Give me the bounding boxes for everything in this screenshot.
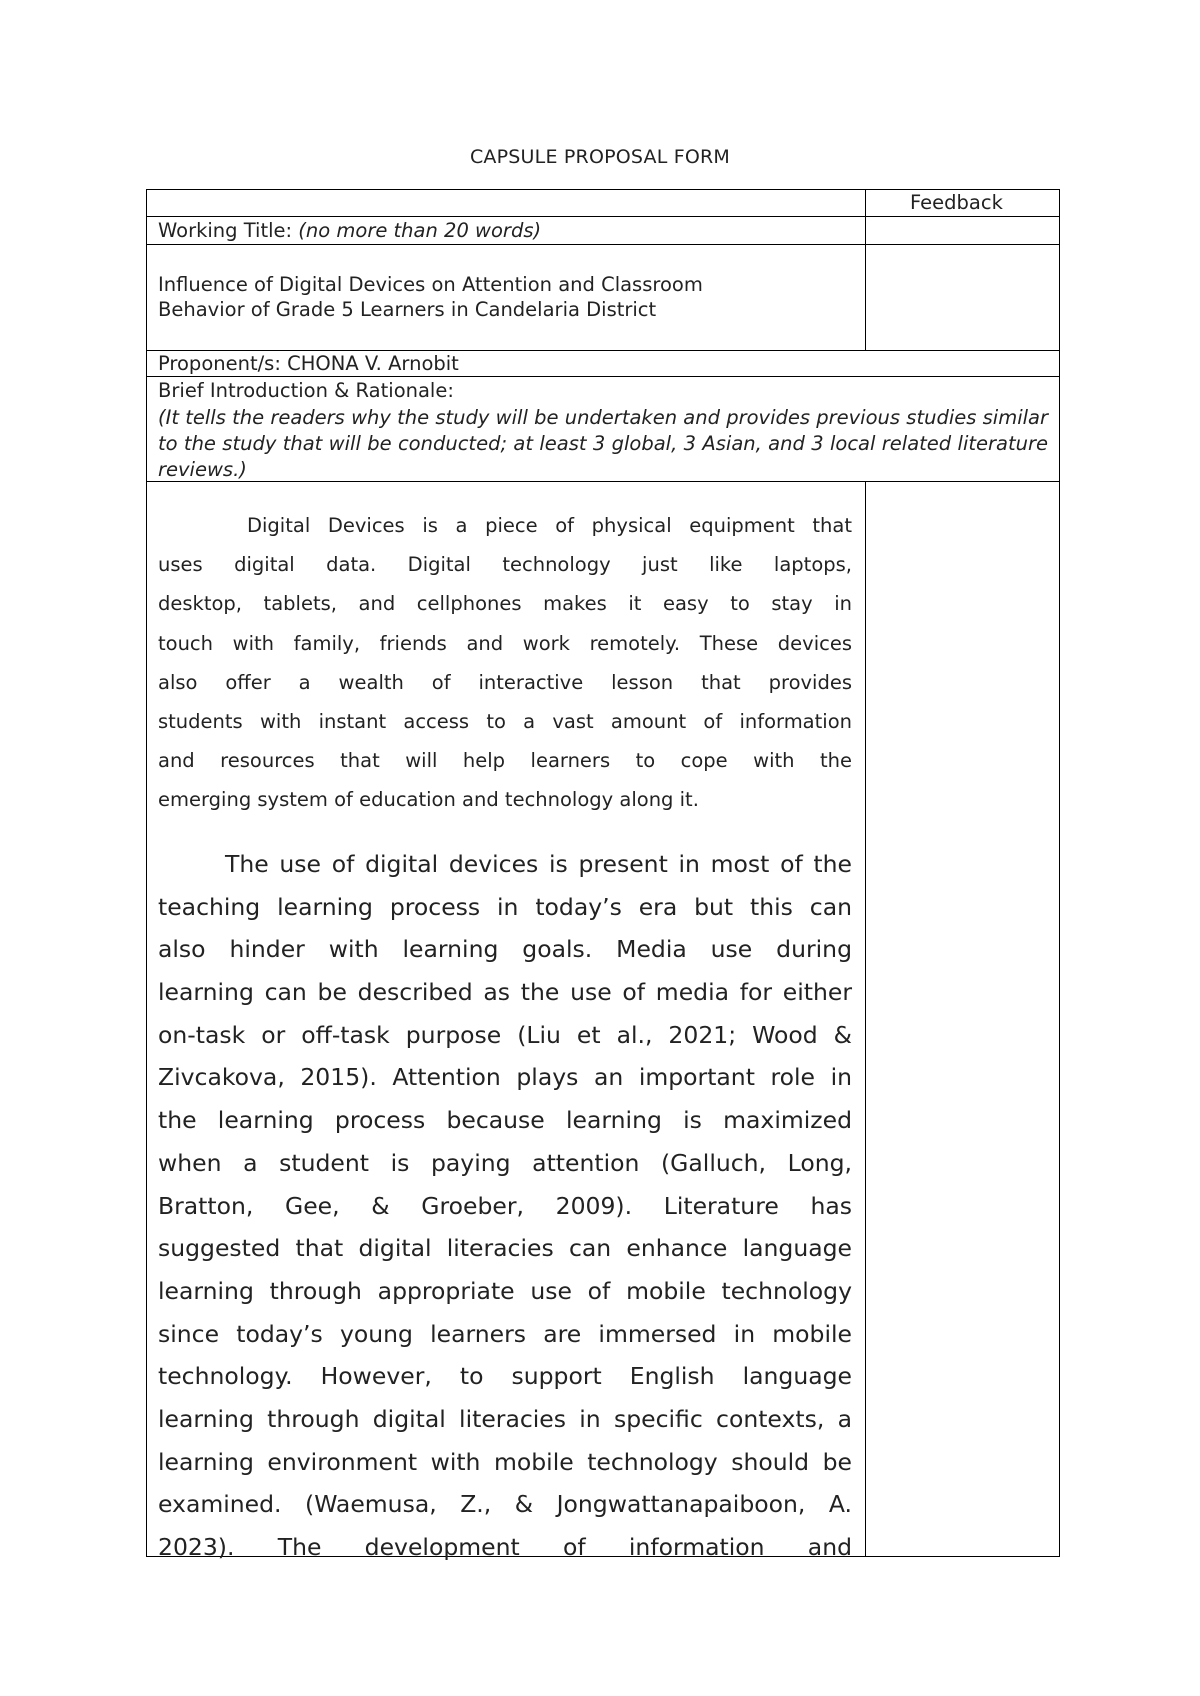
feedback-header: Feedback bbox=[910, 191, 1003, 214]
paragraph-line: Digital Devices is a piece of physical equipment that bbox=[247, 514, 852, 537]
paragraph-line: examined. (Waemusa, Z., & Jongwattanapaiboon, A. bbox=[158, 1490, 852, 1519]
working-title-hint: (no more than 20 words) bbox=[298, 219, 542, 242]
paragraph-line: Zivcakova, 2015). Attention plays an important role in bbox=[158, 1063, 852, 1092]
paragraph-line: learning can be described as the use of media for either bbox=[158, 978, 852, 1007]
paragraph-line: learning through digital literacies in specific contexts, a bbox=[158, 1404, 852, 1433]
intro-paragraph-2 bbox=[158, 843, 852, 1569]
paragraph-line: on-task or off-task purpose (Liu et al., 2021; Wood & bbox=[158, 1020, 852, 1049]
paragraph-line: The use of digital devices is present in most of the bbox=[225, 850, 852, 878]
row-divider bbox=[146, 216, 1060, 217]
paragraph-line: learning environment with mobile technology should be bbox=[158, 1447, 852, 1476]
paragraph-line: touch with family, friends and work remotely. These devices bbox=[158, 631, 852, 655]
paragraph-line: teaching learning process in today’s era but this can bbox=[158, 892, 852, 921]
row-divider bbox=[146, 244, 1060, 245]
paragraph-line: technology. However, to support English language bbox=[158, 1362, 852, 1391]
proponent-row: Proponent/s: CHONA V. Arnobit bbox=[158, 352, 459, 375]
proposal-title-line: Influence of Digital Devices on Attention and Classroom bbox=[158, 273, 703, 296]
paragraph-line: also hinder with learning goals. Media use during bbox=[158, 935, 852, 964]
paragraph-line: learning through appropriate use of mobile technology bbox=[158, 1276, 852, 1305]
intro-hint: (It tells the readers why the study will be undertaken and provides previous studies similar to the study that will be conducted; at least 3 global, 3 Asian, and 3 local related literature reviews.) bbox=[158, 406, 1048, 481]
paragraph-line: emerging system of education and technology along it. bbox=[158, 788, 699, 812]
working-title-label: Working Title: bbox=[158, 219, 293, 242]
paragraph-line: and resources that will help learners to cope with the bbox=[158, 749, 852, 773]
paragraph-line: the learning process because learning is maximized bbox=[158, 1106, 852, 1135]
page-title: CAPSULE PROPOSAL FORM bbox=[469, 146, 731, 168]
paragraph-line: students with instant access to a vast amount of information bbox=[158, 709, 852, 733]
intro-paragraph-1 bbox=[158, 506, 852, 820]
row-divider bbox=[146, 376, 1060, 377]
intro-label: Brief Introduction & Rationale: bbox=[158, 379, 454, 402]
column-divider bbox=[865, 481, 866, 1557]
paragraph-line: desktop, tablets, and cellphones makes it easy to stay in bbox=[158, 592, 852, 616]
paragraph-line: suggested that digital literacies can enhance language bbox=[158, 1234, 852, 1263]
proposal-title-line: Behavior of Grade 5 Learners in Candelaria District bbox=[158, 298, 657, 321]
paragraph-line: Bratton, Gee, & Groeber, 2009). Literature has bbox=[158, 1191, 852, 1220]
paragraph-line: 2023). The development of information and bbox=[158, 1533, 852, 1561]
paragraph-line: also offer a wealth of interactive lesson that provides bbox=[158, 670, 852, 694]
column-divider bbox=[865, 189, 866, 350]
paragraph-line: since today’s young learners are immersed in mobile bbox=[158, 1319, 852, 1348]
working-title-row bbox=[158, 218, 541, 243]
paragraph-line: uses digital data. Digital technology just like laptops, bbox=[158, 553, 852, 577]
paragraph-line: when a student is paying attention (Galluch, Long, bbox=[158, 1148, 852, 1177]
